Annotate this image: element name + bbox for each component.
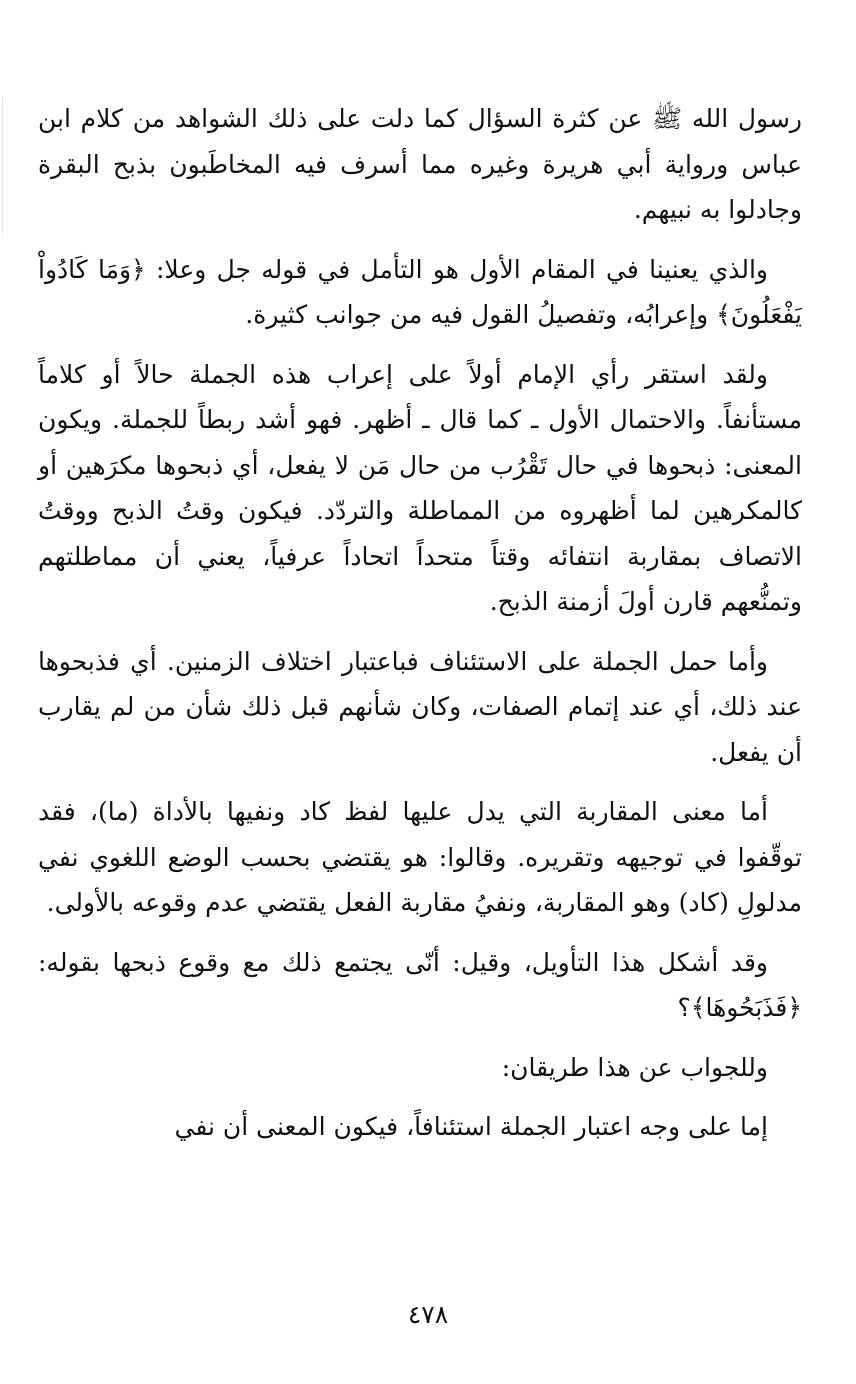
paragraph-5: أما معنى المقاربة التي يدل عليها لفظ كاد ونفيها بالأداة (ما)، فقد توقّفوا في توجيهه وتقريره. وقالوا: هو يقتضي بحسب الوضع اللغوي نفي مدلولِ (كاد) وهو المقاربة، ونفيُ مقاربة الفعل يقتضي عدم وقوعه بالأولى. (38, 797, 802, 917)
paragraph-6: وقد أشكل هذا التأويل، وقيل: أنّى يجتمع ذلك مع وقوع ذبحها بقوله: ﴿فَذَبَحُوهَا﴾؟ (38, 947, 802, 1022)
paragraph-2: والذي يعنينا في المقام الأول هو التأمل في قوله جل وعلا: ﴿وَمَا كَادُواْ يَفْعَلُونَ﴾ وإعرابُه، وتفصيلُ القول فيه من جوانب كثيرة. (38, 254, 802, 329)
paragraph-7: وللجواب عن هذا طريقان: (501, 1052, 768, 1082)
page-number: ٤٧٨ (407, 1300, 449, 1329)
page-body (38, 96, 802, 1164)
paragraph-3: ولقد استقر رأي الإمام أولاً على إعراب هذه الجملة حالاً أو كلاماً مستأنفاً. والاحتمال الأول ـ كما قال ـ أظهر. فهو أشد ربطاً للجملة. ويكون المعنى: ذبحوها في حال تَقْرُب من حال مَن لا يفعل، أي ذبحوها مكرَهين أو كالمكرهين لما أظهروه من المماطلة والتردّد. فيكون وقتُ الذبح ووقتُ الاتصاف بمقاربة انتفائه وقتاً متحداً اتحاداً عرفياً، يعني أن مماطلتهم وتمنُّعهم قارن أولَ أزمنة الذبح. (38, 359, 802, 616)
paragraph-8: إما على وجه اعتبار الجملة استئنافاً، فيكون المعنى أن نفي (174, 1112, 768, 1141)
margin-mark (2, 96, 4, 236)
paragraph-4: وأما حمل الجملة على الاستئناف فباعتبار اختلاف الزمنين. أي فذبحوها عند ذلك، أي عند إتمام الصفات، وكان شأنهم قبل ذلك شأن من لم يقارب أن يفعل. (38, 646, 802, 767)
paragraph-1: رسول الله ﷺ عن كثرة السؤال كما دلت على ذلك الشواهد من كلام ابن عباس ورواية أبي هريرة وغيره مما أسرف فيه المخاطَبون بذبح البقرة وجادلوا به نبيهم. (38, 104, 802, 224)
